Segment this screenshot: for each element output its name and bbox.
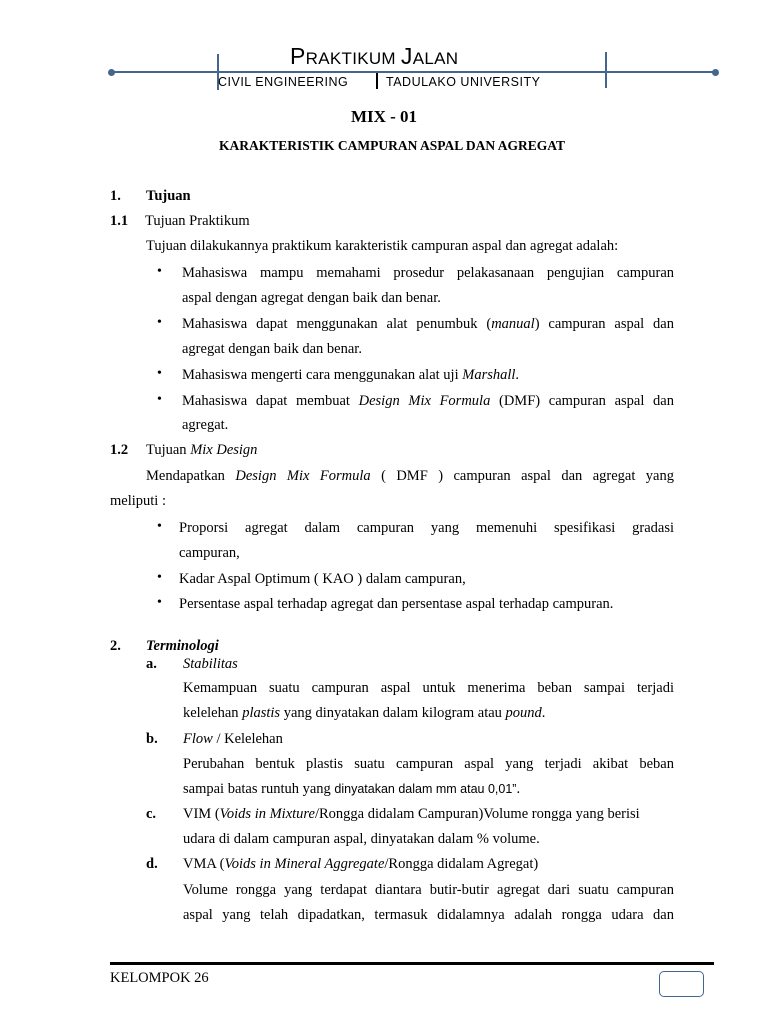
section-1-2-number: 1.2: [110, 442, 129, 458]
bullet-dot: •: [157, 366, 162, 381]
header-rule: [110, 71, 717, 73]
main-title: KARAKTERISTIK CAMPURAN ASPAL DAN AGREGAT: [218, 138, 566, 153]
header-subtitle-right: TADULAKO UNIVERSITY: [386, 75, 541, 89]
term-c-line2: udara di dalam campuran aspal, dinyatakan dalam % volume.: [183, 831, 540, 847]
term-b-title: Flow / Kelelehan: [183, 731, 283, 747]
section-1-2-title: Tujuan Mix Design: [146, 442, 258, 458]
bullet-1-1-line2: aspal dengan agregat dengan baik dan benar.: [182, 290, 441, 306]
page-number-box: [659, 971, 704, 997]
bullet-1-4-line1: Mahasiswa dapat membuat Design Mix Formula (DMF) campuran aspal dan: [182, 393, 674, 409]
bullet-dot: •: [157, 570, 162, 585]
bullet-dot: •: [157, 392, 162, 407]
bullet-1-1-line1: Mahasiswa mampu memahami prosedur pelakasanaan pengujian campuran: [182, 265, 674, 281]
bullet-dot: •: [157, 315, 162, 330]
bullet-1-2-line1: Mahasiswa dapat menggunakan alat penumbuk (manual) campuran aspal dan: [182, 316, 674, 332]
bullet-1-4-line2: agregat.: [182, 417, 229, 433]
term-a-title: Stabilitas: [183, 656, 238, 672]
term-c-label: c.: [146, 806, 157, 822]
term-b-line1: Perubahan bentuk plastis suatu campuran aspal yang terjadi akibat beban: [183, 756, 674, 772]
term-d-line3: aspal yang telah dipadatkan, termasuk didalamnya adalah rongga udara dan: [183, 907, 674, 923]
bullet-dot: •: [157, 264, 162, 279]
footer-group: KELOMPOK 26: [110, 970, 209, 986]
header-right-bar: [605, 52, 607, 88]
section-1-title: Tujuan: [146, 188, 191, 204]
bullet-1-2-1-line1: Proporsi agregat dalam campuran yang memenuhi spesifikasi gradasi: [179, 520, 674, 536]
mix-title: MIX - 01: [350, 107, 418, 126]
header-rule-right-dot: [712, 69, 719, 76]
section-2-number: 2.: [110, 638, 121, 654]
term-a-label: a.: [146, 656, 157, 672]
header-title: PRAKTIKUM JALAN: [290, 43, 459, 69]
section-1-2-paragraph-line2: meliputi :: [110, 493, 166, 509]
section-1-number: 1.: [110, 188, 121, 204]
section-1-2-paragraph-line1: Mendapatkan Design Mix Formula ( DMF ) campuran aspal dan agregat yang: [146, 468, 674, 484]
term-d-line2: Volume rongga yang terdapat diantara butir-butir agregat dari suatu campuran: [183, 882, 674, 898]
term-c-line1: VIM (Voids in Mixture/Rongga didalam Campuran)Volume rongga yang berisi: [183, 806, 640, 822]
bullet-1-2-line2: agregat dengan baik dan benar.: [182, 341, 362, 357]
bullet-1-2-3: Persentase aspal terhadap agregat dan persentase aspal terhadap campuran.: [179, 596, 614, 612]
term-b-line2: sampai batas runtuh yang dinyatakan dalam mm atau 0,01”.: [183, 781, 521, 797]
bullet-1-2-1-line2: campuran,: [179, 545, 240, 561]
bullet-dot: •: [157, 595, 162, 610]
bullet-1-2-2: Kadar Aspal Optimum ( KAO ) dalam campuran,: [179, 571, 466, 587]
term-a-line1: Kemampuan suatu campuran aspal untuk menerima beban sampai terjadi: [183, 680, 674, 696]
header-subtitle-left: CIVIL ENGINEERING: [218, 75, 349, 89]
header-rule-left-dot: [108, 69, 115, 76]
bullet-dot: •: [157, 519, 162, 534]
section-2-title: Terminologi: [146, 638, 219, 654]
term-d-label: d.: [146, 856, 158, 872]
footer-rule: [110, 962, 714, 965]
section-1-1-number: 1.1: [110, 213, 129, 229]
term-b-label: b.: [146, 731, 158, 747]
term-a-line2: kelelehan plastis yang dinyatakan dalam kilogram atau pound.: [183, 705, 546, 721]
section-1-1-title: Tujuan Praktikum: [145, 213, 250, 229]
section-1-1-intro: Tujuan dilakukannya praktikum karakteristik campuran aspal dan agregat adalah:: [146, 238, 619, 254]
bullet-1-3: Mahasiswa mengerti cara menggunakan alat uji Marshall.: [182, 367, 520, 383]
term-d-line1: VMA (Voids in Mineral Aggregate/Rongga didalam Agregat): [183, 856, 539, 872]
header-subtitle-divider: [376, 73, 378, 89]
